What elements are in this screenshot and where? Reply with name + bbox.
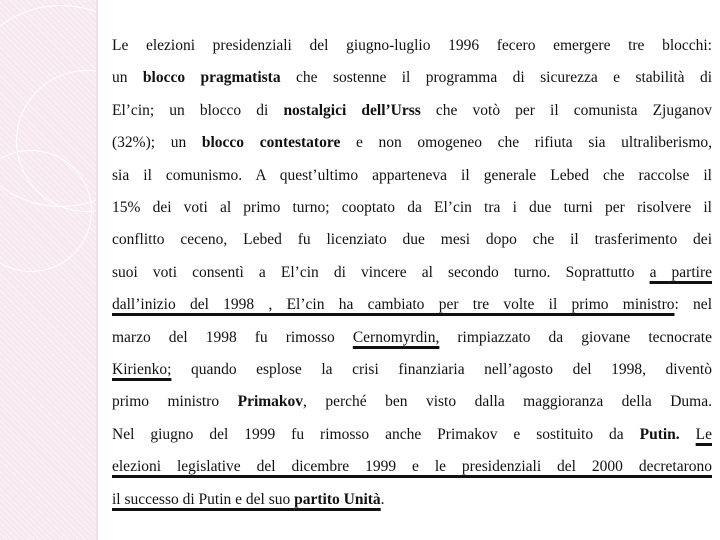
text-run: suoi voti consentì a El’cin di vincere al secondo turno. Soprattutto: [112, 263, 650, 281]
text-line: [112, 192, 712, 224]
text-line: [112, 30, 712, 62]
text-run: conflitto ceceno, Lebed fu licenziato due mesi dopo che il trasferimento dei: [112, 231, 712, 249]
slide-body-text: [112, 30, 712, 516]
bold-text-run: blocco pragmatista: [142, 69, 281, 87]
decorative-side-panel: [0, 0, 96, 540]
text-run: primo ministro: [112, 393, 238, 411]
text-run: marzo del 1998 fu rimosso: [112, 328, 353, 346]
text-line: [112, 322, 712, 354]
underlined-text-run: elezioni legislative del dicembre 1999 e le presidenziali del 2000 decretarono: [112, 458, 712, 476]
bold-text-run: Putin.: [639, 425, 680, 443]
text-line: [112, 62, 712, 94]
text-run: un: [112, 69, 143, 87]
text-line: [112, 160, 712, 192]
text-line: [112, 354, 712, 386]
bold-text-run: Primakov: [237, 393, 304, 411]
text-run: El’cin; un blocco di: [112, 101, 284, 119]
text-run: Le elezioni presidenziali del giugno-luglio 1996 fecero emergere tre blocchi:: [112, 37, 712, 54]
text-run: che votò per il comunista Zjuganov: [420, 101, 712, 119]
underlined-text-run: il successo di Putin e del suo: [112, 490, 295, 508]
bold-text-run: nostalgici dell’Urss: [283, 101, 421, 119]
text-run: quando esplose la crisi finanziaria nell’agosto del 1998, diventò: [171, 361, 712, 379]
side-divider: [96, 0, 98, 540]
text-run: e non omogeneo che rifiuta sia ultraliberismo,: [340, 134, 713, 152]
text-run: (32%); un: [112, 134, 202, 152]
text-run: che sostenne il programma di sicurezza e stabilità di: [280, 69, 713, 87]
text-run: , perché ben visto dalla maggioranza della Duma.: [303, 393, 712, 411]
underlined-text-run: dall’inizio del 1998 , El’cin ha cambiato per tre volte il primo ministro: [112, 296, 675, 314]
text-line: [112, 451, 712, 483]
underlined-text-run: Le: [695, 425, 712, 443]
text-line: [112, 419, 712, 451]
text-run: sia il comunismo. A quest’ultimo apparteneva il generale Lebed che raccolse il: [112, 166, 712, 184]
underlined-text-run: Kirienko;: [112, 361, 172, 379]
text-line: [112, 386, 712, 418]
text-run: .: [380, 490, 385, 508]
text-run: [680, 426, 696, 443]
text-line: [112, 257, 712, 289]
underlined-text-run: a partire: [649, 263, 713, 281]
text-line: [112, 95, 712, 127]
bold-text-run: partito Unità: [294, 490, 381, 508]
text-line: [112, 484, 712, 516]
text-line: [112, 224, 712, 256]
text-line: [112, 289, 712, 321]
text-line: [112, 127, 712, 159]
text-run: : nel: [674, 296, 712, 314]
text-run: Nel giugno del 1999 fu rimosso anche Primakov e sostituito da: [112, 425, 640, 443]
text-run: rimpiazzato da giovane tecnocrate: [439, 328, 712, 346]
underlined-text-run: Cernomyrdin,: [352, 328, 440, 346]
bold-text-run: blocco contestatore: [201, 134, 341, 152]
text-run: 15% dei voti al primo turno; cooptato da El’cin tra i due turni per risolvere il: [112, 199, 712, 217]
